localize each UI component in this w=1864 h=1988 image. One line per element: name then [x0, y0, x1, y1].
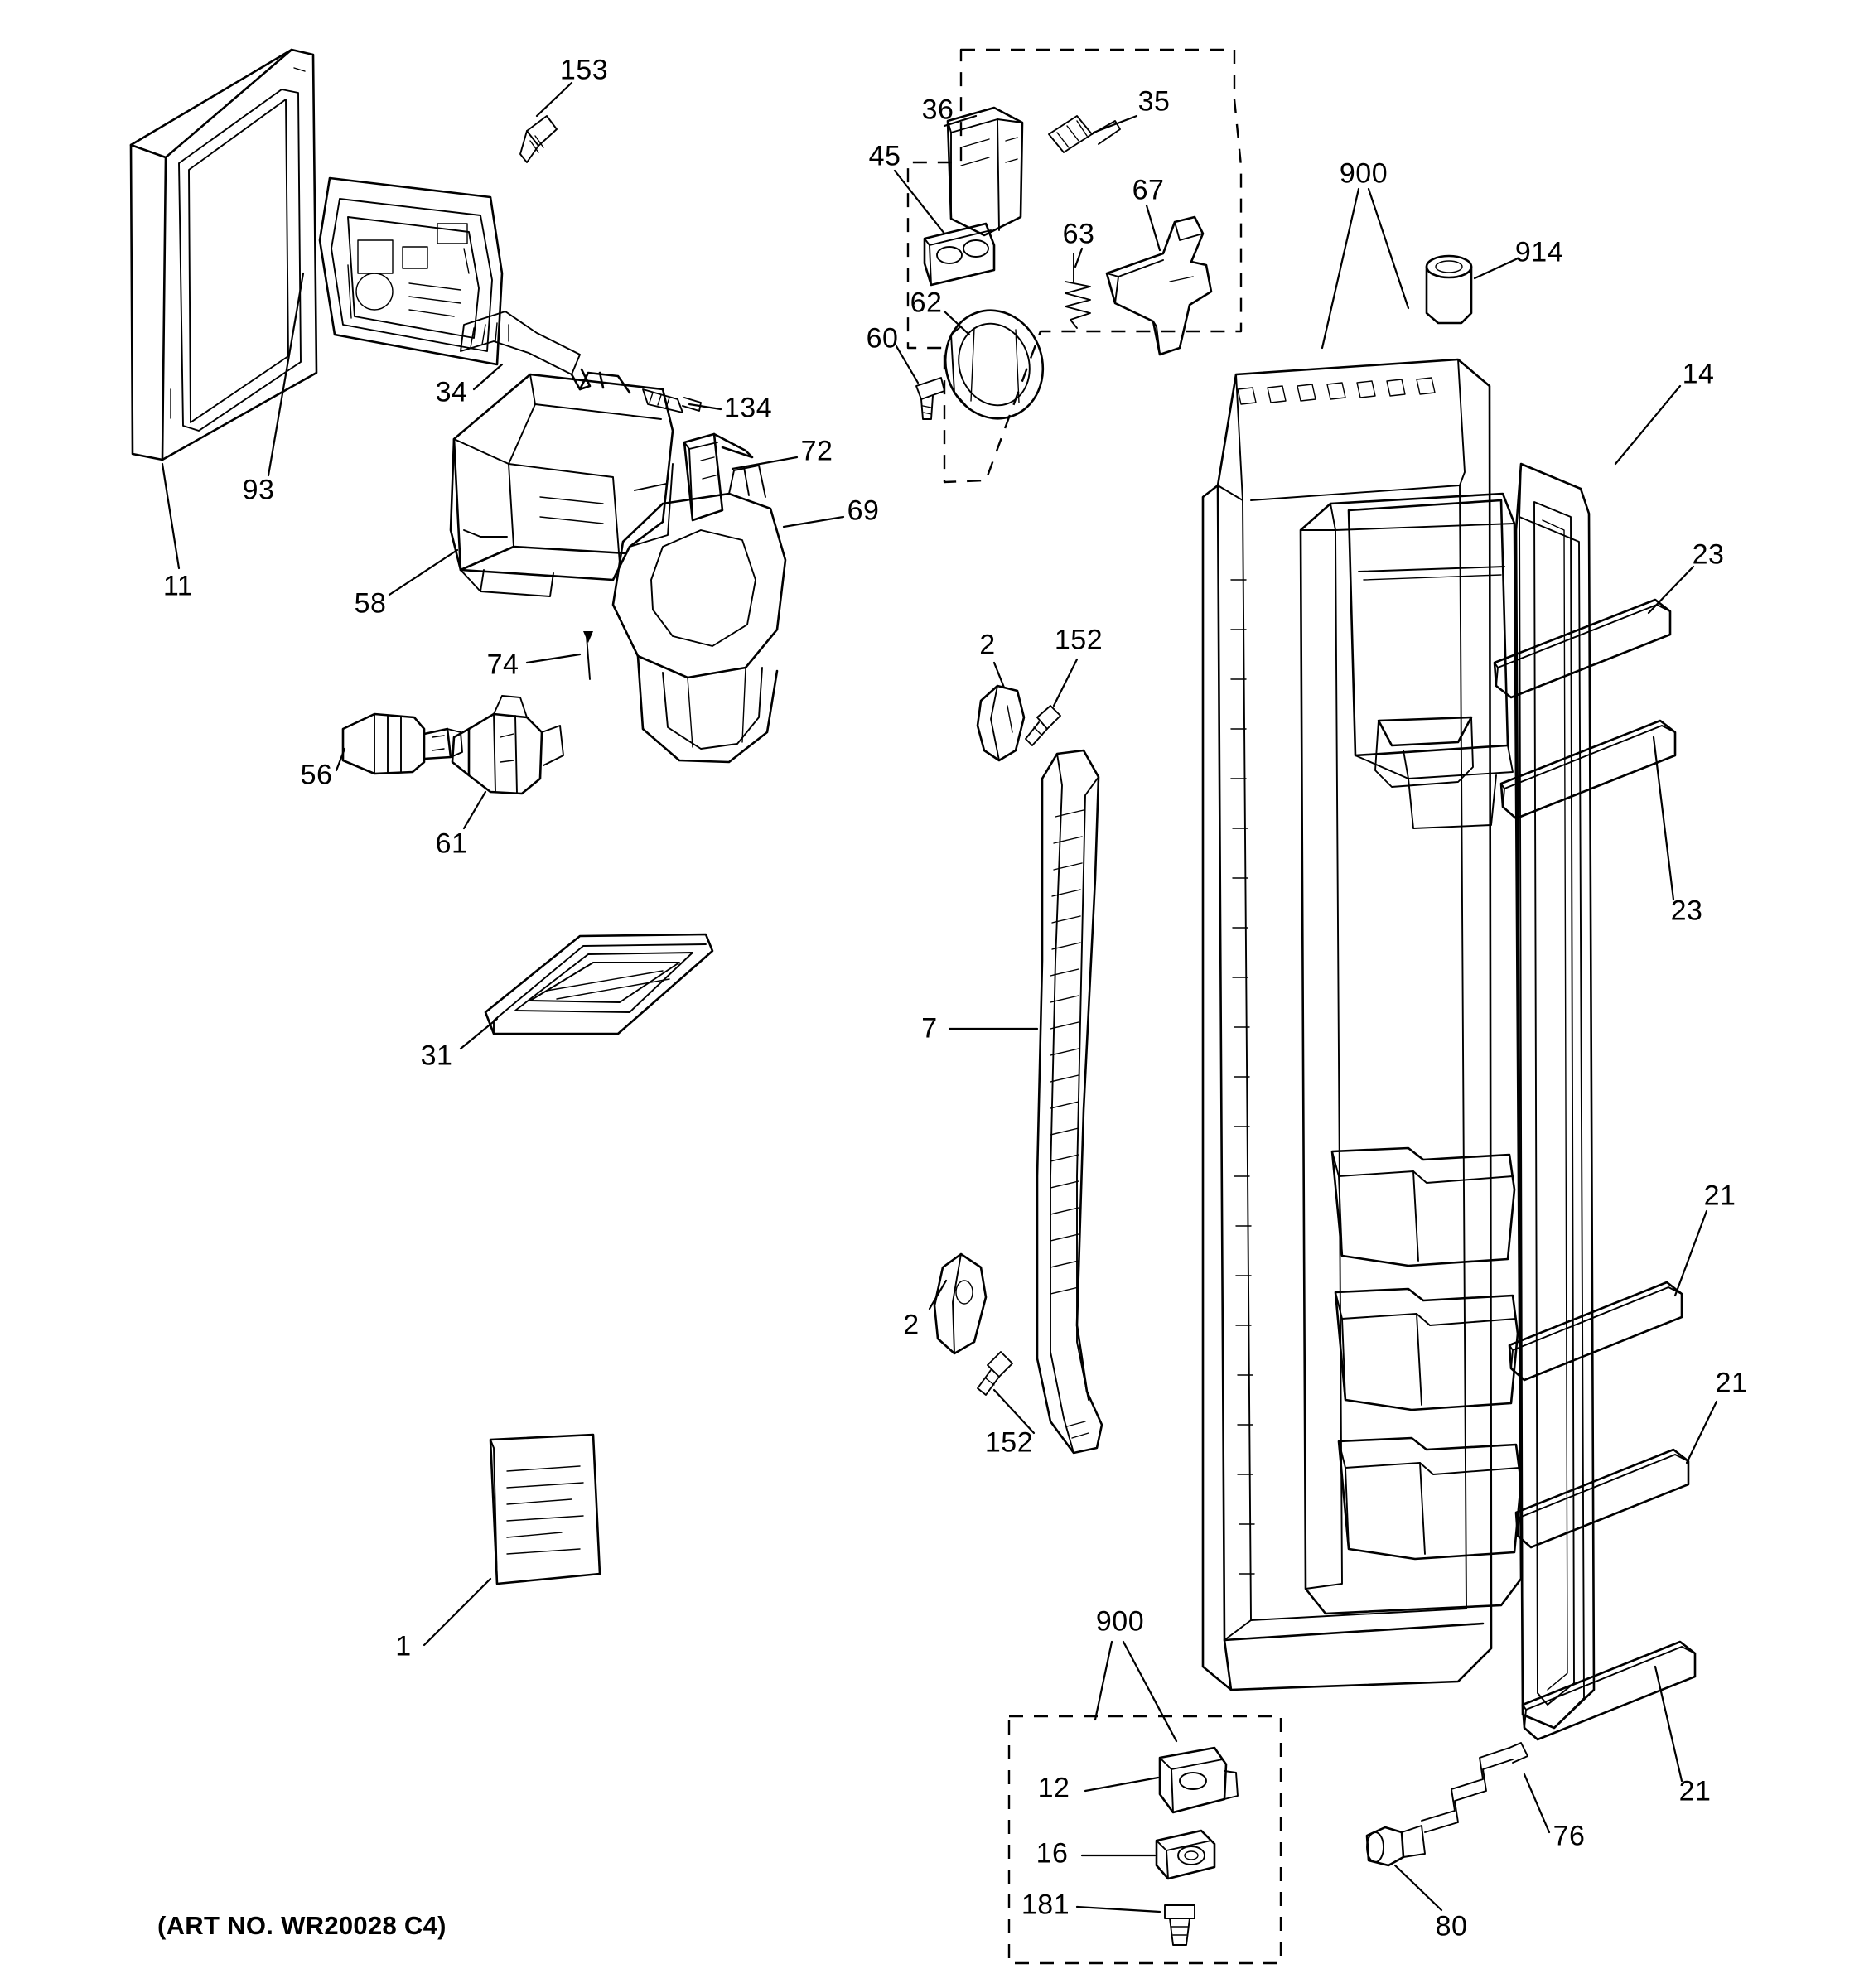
part-21-shelf-bar-1 [1509, 1282, 1682, 1380]
callout-21-upper: 21 [1703, 1180, 1736, 1212]
part-21-shelf-bar-2 [1516, 1450, 1688, 1547]
callout-63: 63 [1062, 218, 1095, 250]
part-93-control-board [320, 178, 502, 364]
part-67-chute-arm [1107, 217, 1211, 355]
part-11-liner-frame [131, 50, 316, 460]
callout-12: 12 [1037, 1772, 1070, 1804]
part-61-auger [452, 696, 563, 794]
callout-1: 1 [395, 1630, 412, 1662]
callout-62: 62 [910, 287, 943, 319]
part-72-switch [684, 434, 752, 520]
part-23-shelf-bar-upper-1 [1495, 600, 1670, 697]
part-14-freezer-door [1203, 359, 1594, 1728]
callout-23-lower: 23 [1670, 895, 1703, 927]
callout-60: 60 [866, 322, 899, 355]
part-181-screw [1165, 1905, 1195, 1945]
callout-11: 11 [162, 570, 194, 602]
callout-900-bottom: 900 [1095, 1605, 1145, 1638]
callout-21-lower: 21 [1678, 1775, 1712, 1807]
part-35-screw [1049, 116, 1120, 152]
callout-80: 80 [1435, 1910, 1468, 1942]
callout-67: 67 [1132, 174, 1165, 206]
callout-2-lower: 2 [903, 1309, 920, 1341]
callout-61: 61 [435, 828, 468, 860]
part-80-hinge-pin [1367, 1826, 1425, 1865]
callout-36: 36 [921, 94, 954, 126]
callout-2-upper: 2 [979, 629, 996, 661]
callout-58: 58 [354, 587, 387, 620]
callout-16: 16 [1036, 1837, 1069, 1870]
part-7-door-handle [1037, 750, 1102, 1453]
callout-181: 181 [1021, 1889, 1070, 1921]
part-58-dispenser-housing [451, 373, 673, 596]
part-134-pin [643, 389, 701, 413]
callout-56: 56 [300, 759, 333, 791]
callout-914: 914 [1514, 236, 1564, 268]
part-74-pin [583, 631, 593, 679]
callout-14: 14 [1682, 358, 1715, 390]
callout-69: 69 [847, 495, 880, 527]
part-69-fan-shroud [613, 466, 785, 762]
callout-900-top: 900 [1339, 157, 1388, 190]
callout-153: 153 [559, 54, 609, 86]
callout-152-lower: 152 [984, 1426, 1034, 1459]
callout-134: 134 [723, 392, 773, 424]
part-36-thermostat [948, 108, 1022, 235]
part-914-bushing [1427, 256, 1471, 323]
callout-31: 31 [420, 1040, 453, 1072]
part-2-handle-trim-upper [978, 686, 1024, 760]
callout-7: 7 [921, 1012, 938, 1045]
part-60-screw [916, 378, 944, 419]
part-153-screw [520, 116, 557, 162]
part-31-drip-tray [485, 934, 712, 1034]
callout-21-mid: 21 [1715, 1367, 1748, 1399]
part-12-hinge-bracket [1160, 1748, 1238, 1812]
part-56-solenoid [343, 714, 462, 774]
art-number-label: (ART NO. WR20028 C4) [157, 1911, 447, 1940]
part-2-handle-trim-lower [934, 1254, 986, 1353]
part-1-literature [490, 1435, 600, 1584]
callout-76: 76 [1553, 1820, 1586, 1852]
part-45-bracket [925, 224, 994, 285]
part-16-bushing [1157, 1831, 1214, 1879]
callout-72: 72 [800, 435, 833, 467]
callout-23-upper: 23 [1692, 538, 1725, 571]
part-23-shelf-bar-upper-2 [1501, 721, 1675, 818]
part-63-spring [1065, 253, 1090, 328]
callout-93: 93 [242, 474, 275, 506]
callout-35: 35 [1137, 85, 1171, 118]
callout-74: 74 [486, 649, 519, 681]
part-152-screw-upper [1026, 706, 1060, 746]
callout-34: 34 [435, 376, 468, 408]
callout-152-upper: 152 [1054, 624, 1103, 656]
part-152-screw-lower [978, 1352, 1012, 1395]
dashed-group-top-900 [908, 50, 1241, 482]
part-76-spring [1422, 1743, 1528, 1832]
callout-45: 45 [868, 140, 901, 172]
